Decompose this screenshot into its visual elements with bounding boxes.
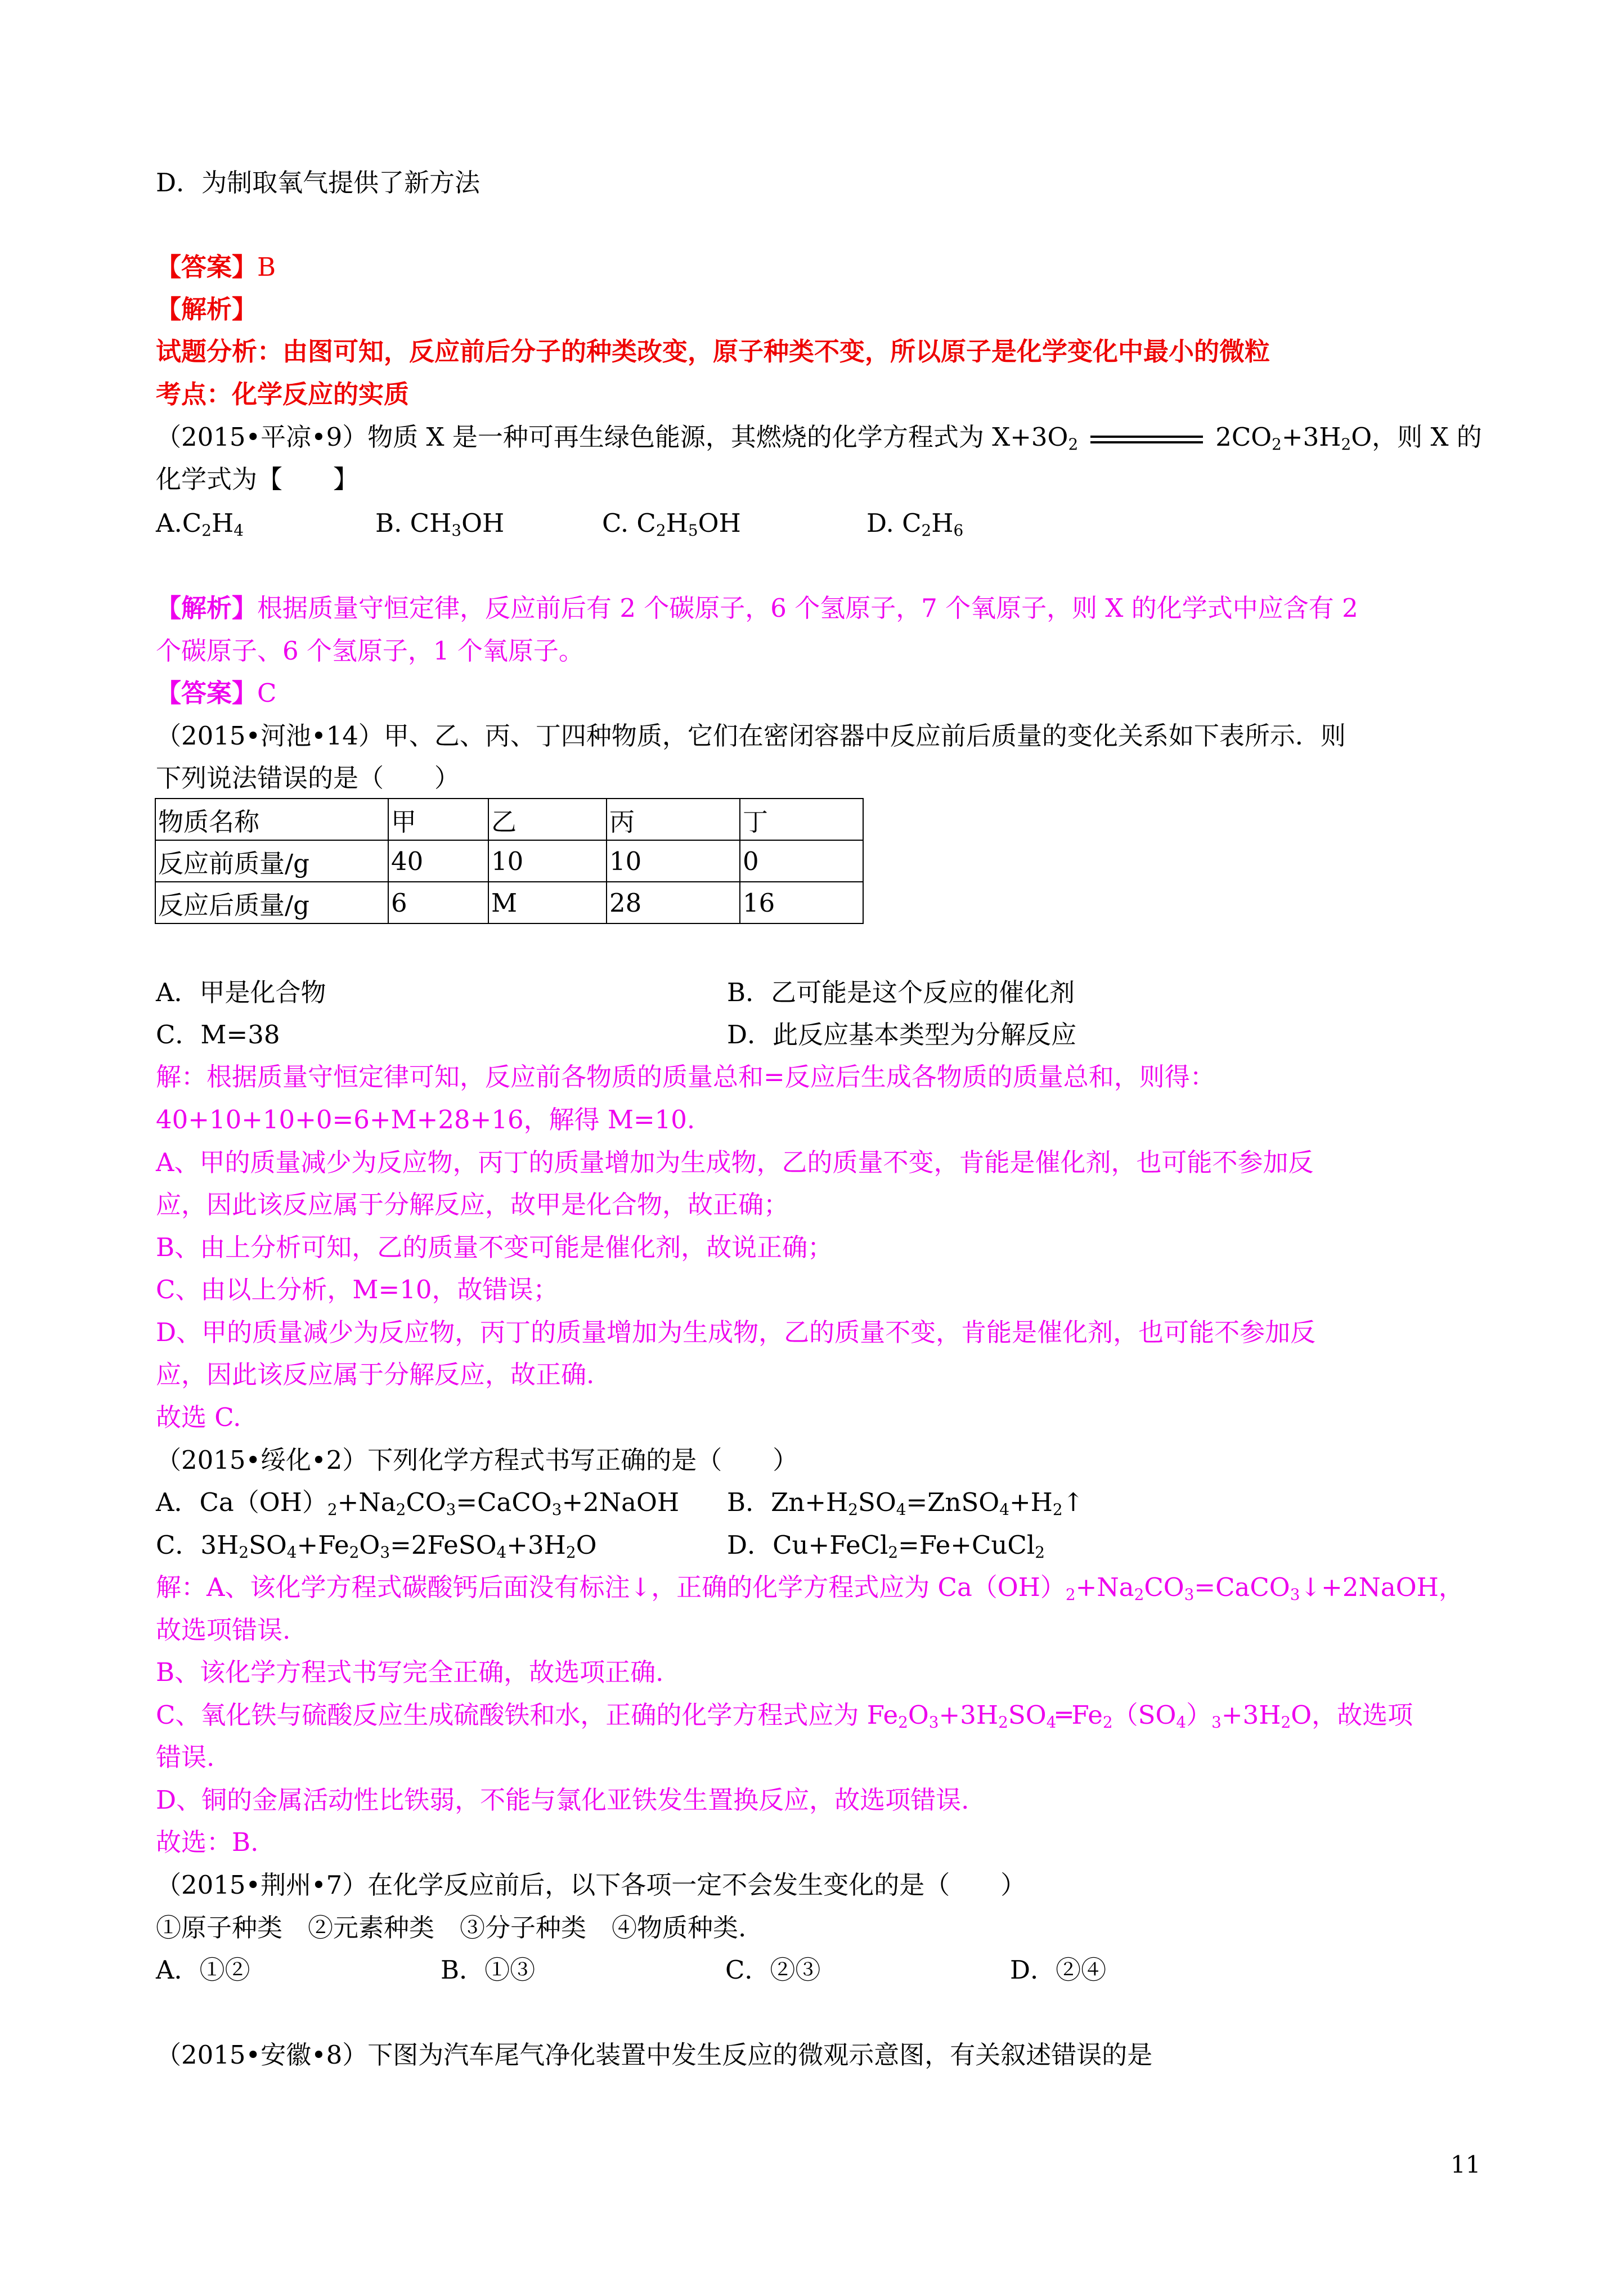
option-d-line: D．为制取氧气提供了新方法 [156, 168, 481, 198]
table-cell: 10 [607, 840, 740, 882]
analysis-1-text: 试题分析：由图可知，反应前后分子的种类改变，原子种类不变，所以原子是化学变化中最小的微粒 [156, 337, 1270, 366]
q5-option-a: A．①② [156, 1955, 250, 1985]
q3-option-b: B．乙可能是这个反应的催化剂 [727, 977, 1075, 1007]
solution-3-line: C、由以上分析，M=10，故错误； [156, 1275, 559, 1304]
q4-option-d: D．Cu+FeCl$_2$=Fe+CuCl$_2$ [727, 1530, 1045, 1562]
page-number: 11 [1451, 2151, 1481, 2178]
question-2-line-2: 化学式为【 】 [156, 464, 359, 494]
solution-3-line: B、由上分析可知，乙的质量不变可能是催化剂，故说正确； [156, 1232, 833, 1262]
question-3-line-1: （2015•河池•14）甲、乙、丙、丁四种物质，它们在密闭容器中反应前后质量的变化关系如下表所示．则 [156, 721, 1346, 751]
q5-option-c: C．②③ [725, 1955, 821, 1985]
solution-4-line: C、氧化铁与硫酸反应生成硫酸铁和水，正确的化学方程式应为 $Fe_2O_3+3H_2SO_4═Fe_2(SO_4)_3+3H_2O$，故选项 [156, 1700, 1413, 1732]
q3-option-c: C．M=38 [156, 1020, 280, 1050]
question-5-line-1: （2015•荆州•7）在化学反应前后，以下各项一定不会发生变化的是（ ） [156, 1870, 1026, 1900]
q2-option-b: B. $CH_3OH$ [375, 508, 505, 540]
answer-label: 【答案】 [156, 252, 258, 282]
table-header-row [155, 799, 863, 840]
answer-1-line [156, 254, 276, 280]
table-row [155, 840, 863, 882]
table-cell: 乙 [488, 799, 607, 840]
question-5-options [156, 1957, 1106, 1983]
q2-option-d: D. $C_2H_6$ [866, 508, 964, 540]
solution-3-line: 40+10+10+0=6+M+28+16，解得 M=10. [156, 1105, 695, 1134]
analysis-2-line-1: 【解析】根据质量守恒定律，反应前后有 2 个碳原子，6 个氢原子，7 个氧原子，则 X 的化学式中应含有 2 [156, 593, 1358, 623]
table-cell: 丙 [607, 799, 740, 840]
q5-option-d: D．②④ [1010, 1955, 1107, 1985]
table-cell: 反应后质量/g [155, 882, 388, 923]
solution-4-line: 错误. [156, 1742, 215, 1772]
solution-3-line: 解：根据质量守恒定律可知，反应前各物质的质量总和=反应后生成各物质的质量总和，则得： [156, 1062, 1215, 1092]
solution-4-line: D、铜的金属活动性比铁弱，不能与氯化亚铁发生置换反应，故选项错误. [156, 1785, 969, 1815]
table-cell: 28 [607, 882, 740, 923]
question-5-line-2: ①原子种类 ②元素种类 ③分子种类 ④物质种类. [156, 1913, 747, 1943]
solution-4-line: B、该化学方程式书写完全正确，故选项正确. [156, 1657, 664, 1687]
q2-option-a: $A.C_2H_4$ [156, 508, 244, 540]
table-cell: 反应前质量/g [155, 840, 388, 882]
q4-option-c: C．$3H_2SO_4+Fe_2O_3=2FeSO_4+3H_2O$ [156, 1530, 597, 1562]
table-cell: 甲 [388, 799, 488, 840]
answer-2-line: 【答案】C [156, 678, 277, 708]
q4-option-a: A．$Ca(OH)_2+Na_2CO_3=CaCO_3+2NaOH$ [156, 1487, 680, 1519]
table-row [155, 882, 863, 923]
question-6-line: （2015•安徽•8）下图为汽车尾气净化装置中发生反应的微观示意图，有关叙述错误的是 [156, 2040, 1153, 2070]
q4-option-b: B．$Zn+H_2SO_4=ZnSO_4+H_2↑$ [727, 1487, 1084, 1519]
table-cell: 6 [388, 882, 488, 923]
kaodian-line: 考点：化学反应的实质 [156, 379, 410, 409]
table-cell: 0 [740, 840, 863, 882]
table-cell: M [488, 882, 607, 923]
table-cell: 10 [488, 840, 607, 882]
solution-3-line: D、甲的质量减少为反应物，丙丁的质量增加为生成物，乙的质量不变，肯能是催化剂，也可能不参加反 [156, 1317, 1316, 1347]
q2-option-c: C. $C_2H_5OH$ [602, 508, 741, 540]
solution-4-line: 解：A、该化学方程式碳酸钙后面没有标注↓，正确的化学方程式应为 $Ca(OH)_2+Na_2CO_3=CaCO_3↓+2NaOH$， [156, 1572, 1464, 1604]
solution-3-line: A、甲的质量减少为反应物，丙丁的质量增加为生成物，乙的质量不变，肯能是催化剂，也可能不参加反 [156, 1147, 1314, 1177]
q3-option-a: A．甲是化合物 [156, 977, 326, 1007]
answer-value: B [257, 252, 276, 282]
solution-4-line: 故选项错误. [156, 1615, 291, 1645]
table-cell: 物质名称 [155, 799, 388, 840]
analysis-1-label: 【解析】 [156, 294, 258, 324]
q5-option-b: B．①③ [441, 1955, 536, 1985]
question-2-line-1: （2015•平凉•9）物质 X 是一种可再生绿色能源，其燃烧的化学方程式为 $X+3O_2$ $2CO_2+3H_2O$，则 X 的 [156, 422, 1482, 454]
q3-option-d: D．此反应基本类型为分解反应 [727, 1020, 1077, 1050]
mass-table [155, 798, 864, 924]
table-cell: 40 [388, 840, 488, 882]
solution-3-line: 应，因此该反应属于分解反应，故甲是化合物，故正确； [156, 1190, 789, 1219]
solution-4-line: 故选：B. [156, 1827, 259, 1857]
table-cell: 16 [740, 882, 863, 923]
table-cell: 丁 [740, 799, 863, 840]
solution-3-line: 应，因此该反应属于分解反应，故正确. [156, 1360, 595, 1389]
question-2-options [156, 508, 964, 540]
question-3-line-2: 下列说法错误的是（ ） [156, 763, 460, 793]
analysis-2-line-2: 个碳原子、6 个氢原子，1 个氧原子。 [156, 636, 584, 666]
reaction-equals-sign [1090, 436, 1203, 443]
question-4-line: （2015•绥化•2）下列化学方程式书写正确的是（ ） [156, 1445, 798, 1475]
solution-3-line: 故选 C. [156, 1402, 241, 1432]
